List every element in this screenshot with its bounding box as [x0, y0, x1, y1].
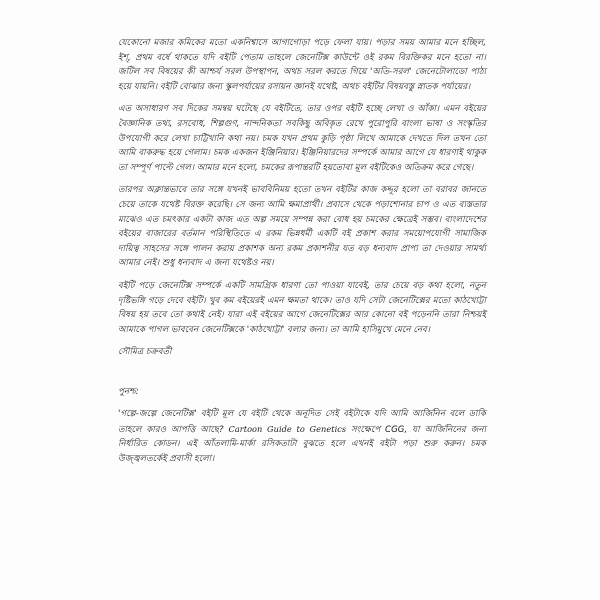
author-signature: সৌমিত্র চক্রবর্তী: [118, 347, 172, 358]
postscript-paragraph: [118, 407, 486, 466]
paragraph-4: বইটি পড়ে জেনেটিক্স সম্পর্কে একটি সামগ্রিক ধারণা তো পাওয়া যাবেই, তার চেয়ে বড় কথা হলো, নতুন দৃষ্টিভঙ্গি গড়ে দেবে বইটি। খুব কম বইয়েরই এমন ক্ষমতা থাকে। তাও যদি সেটা জেনেটিক্সের মতো কাঠখোট্টা বিষয় হয় তবে তো কথাই নেই। যারা এই বইয়ের আগে জেনেটিক্সের আর কোনো বই পড়েননি তারা নিশ্চয়ই আমাকে পাগল ভাববেন জেনেটিক্সকে 'কাঠখোট্টা' বলার জন্য। তা আমি হাসিমুখে মেনে নেব।: [118, 280, 486, 335]
paragraph-3: তারপর অক্লান্তভাবে তার সঙ্গে যখনই ভাববিনিময় হতো তখন বইটির কাজ কদ্দূর হলো তা বরাবর জানতে চেয়ে তাকে যথেষ্ট বিরক্ত করেছি। সে জন্য আমি ক্ষমাপ্রার্থী। প্রবাসে থেকে পড়াশোনার চাপ ও এত ব্যস্ততার মাঝেও এত চমৎকার একটা কাজ এত অল্প সময়ে সম্পন্ন করা বোধ হয় চমকের ক্ষেত্রেই সম্ভব। বাংলাদেশের বইয়ের বাজারের বর্তমান পরিস্থিতিতে এ রকম ভিন্নধর্মী একটি বই প্রকাশ করার সময়োপযোগী সামাজিক দায়িত্ব সাহসের সঙ্গে পালন করায় প্রকাশক অন্য রকম প্রকাশনীর যত বড় ধন্যবাদ প্রাপ্য তা দেওয়ার সামর্থ্য আমার নেই। শুধু ধন্যবাদ এ জন্য যথেষ্টও নয়।: [118, 185, 486, 269]
paragraph-2: এত অসাধারণ সব দিকের সমন্বয় ঘটেছে যে বইটিতে, তার ওপর বইটি হচ্ছে লেখা ও আঁকা। এমন বইয়ের বৈজ্ঞানিক তথ্য, রসবোধ, শিল্পগুণ, নান্দনিকতা সবকিছু অবিকৃত রেখে পুরোপুরি বাংলা ভাষা ও সংস্কৃতির উপযোগী করে লেখা চাট্টিখানি কথা নয়। চমক যখন প্রথম কুড়ি পৃষ্ঠা লিখে আমাকে দেখতে দিল তখন তো আমি বাকরুদ্ধ হয়ে গেলাম। চমক একজন ইঞ্জিনিয়ার। ইঞ্জিনিয়ারদের সম্পর্কে আমার আগে যে ধারণাই থাকুক তা সম্পূর্ণ পাল্টে গেল। আমার মনে হলো, চমকের রূপান্তরটি হয়তোবা মূল বইটিকেও অতিক্রম করে গেছে।: [118, 104, 486, 173]
book-title-english: Cartoon Guide to Genetics: [228, 423, 347, 434]
paragraph-1: যেকোনো মজার কমিকের মতো একনিশ্বাসে আগাগোড়া পড়ে ফেলা যায়। পড়ার সময় আমার মনে হচ্ছিল, ইশ্‌, প্রথম বর্ষে থাকতে যদি বইটি পেতাম তাহলে জেনেটিক্স কাউন্টে ওই রকম বিরক্তিকর মনে হতো না। জটিল সব বিষয়ের কী আশ্চর্য সরল উপস্থাপন, অথচ সরল করতে গিয়ে 'অতি-সরল' জেনেটোলাডো পাঠ্য হয়ে যায়নি। বইটি বোঝার জন্য স্কুলপর্যায়ের রসায়ন জ্ঞানই যথেষ্ট, অথচ বইটির বিষয়বস্তু স্নাতক পর্যায়ের।: [118, 38, 486, 92]
document-body: [118, 36, 486, 475]
postscript-text-after: সংক্ষেপে CGG, যা আর্জিনিনের জন্য নির্ধারিত কোডন। এই আঁতলামি-মার্কা রসিকতাটা বুঝতে হলে এখনই বইটা পড়া শুরু করুন। চমক উজ্জ্বলতর্কেই প্রবাসী হলো।: [118, 424, 487, 465]
postscript-text-before: 'গল্পে-জল্পে জেনেটিক্স' বইটি মূল যে বইটি থেকে অনূদিত সেই বইটাকে যদি আমি আর্জিনিন বলে ডাকি তাহলে কারও আপত্তি আছে?: [118, 409, 486, 435]
postscript-heading: পুনশ্চ:: [118, 387, 139, 398]
